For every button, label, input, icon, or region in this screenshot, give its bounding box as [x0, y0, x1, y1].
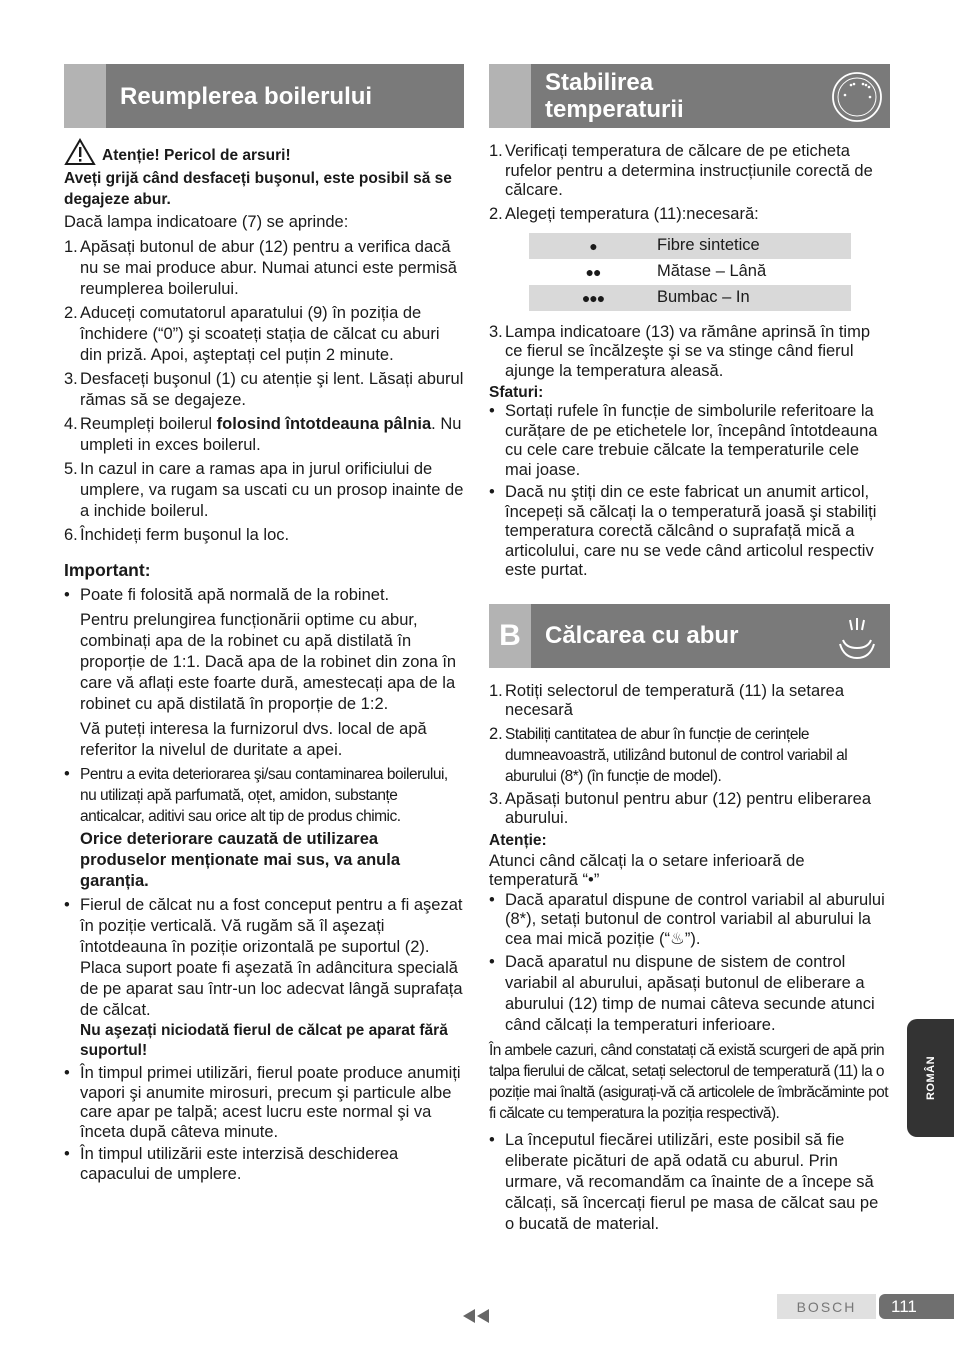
- back-arrows-icon[interactable]: [462, 1309, 492, 1323]
- brand-label: BOSCH: [777, 1294, 876, 1319]
- steam-icon: [830, 610, 884, 664]
- step: 2. Alegeți temperatura (11):necesară:: [489, 204, 759, 223]
- section-header-steam: [489, 604, 890, 668]
- temp-row: ● Fibre sintetice: [529, 233, 851, 259]
- bullet-item: • Dacă nu ştiți din ce este fabricat un anumit articol, începeți să călcați la o temperatură joasă şi stabiliți temperatura corectă călcând o suprafață mică a articolului, care nu se vede când articolul respectiv este purtat.: [489, 483, 890, 581]
- step: 6. Închideți ferm buşonul la loc.: [64, 526, 290, 544]
- bullet-item: • În timpul utilizării este interzisă deschiderea capacului de umplere.: [64, 1145, 464, 1184]
- attention-text: Atunci când călcați la o setare inferioară de temperatură “•”: [489, 851, 805, 889]
- warning-icon: [64, 138, 96, 166]
- section-letter: B: [499, 618, 521, 652]
- bullet-item: • În timpul primei utilizări, fierul poate produce anumiți vapori şi anumite mirosuri, precum şi particule albe care apar pe talpă; acest lucru este normal şi va înceta după câteva minute.: [64, 1064, 464, 1142]
- step: 2. Aduceți comutatorul aparatului (9) în poziția de închidere (“0”) şi scoateți stația de călcat cu aburi din priză. Apoi, aşteptați cel puțin 2 minute.: [64, 304, 440, 364]
- intro-text: Dacă lampa indicatoare (7) se aprinde:: [64, 213, 349, 231]
- page-number: 111: [879, 1294, 954, 1319]
- step: 1. Rotiți selectorul de temperatură (11) la setarea necesară: [489, 681, 845, 719]
- header-tab: [64, 64, 106, 128]
- bullet-item: • Fierul de călcat nu a fost conceput pentru a fi aşezat în poziție verticală. Vă rugăm să îl aşezați întotdeauna în poziție orizontală pe suportul (2). Placa suport poate fi aşezată în adâncitura specială de pe aparat sau într-un loc adecvat lângă suprafața de călcat. Nu aşezați niciodată fierul de călcat pe aparat fără suportul!: [64, 895, 464, 1061]
- step: 1. Verificați temperatura de călcare de pe eticheta rufelor pentru a determina instrucțiunile corectă de călcare.: [489, 142, 873, 199]
- attention-heading: Atenție:: [489, 831, 547, 849]
- steps-list: [64, 237, 464, 546]
- temperature-table: [529, 233, 851, 311]
- warning-text: Aveți grijă când desfaceți buşonul, este posibil să se degajeze abur.: [64, 170, 452, 208]
- language-side-tab: ROMÂN: [907, 1019, 954, 1137]
- step: 3. Apăsați butonul pentru abur (12) pentru eliberarea aburului.: [489, 789, 871, 827]
- step: 5. In cazul in care a ramas apa in jurul orificiului de umplere, va rugam sa uscati cu un prosop inainte de a inchide boilerul.: [64, 460, 464, 520]
- bullet-item: • Sortați rufele în funcție de simbolurile referitoare la curățare de pe etichetele lor, începând întotdeauna cu cele care trebuie călcate la temperaturile cele mai joase.: [489, 402, 890, 480]
- step: 1. Apăsați butonul de abur (12) pentru a verifica dacă nu se mai produce abur. Numai atunci este permisă reumplerea boilerului.: [64, 238, 457, 298]
- bullet-item: • Dacă aparatul nu dispune de sistem de control variabil al aburului, apăsați butonul de eliberare a aburului (12) timp de numai câteva secunde atunci când călcați la temperaturi inferioare.: [489, 952, 890, 1036]
- step: 4. Reumpleți boilerul folosind întotdeauna pâlnia. Nu umpleti in exces boilerul.: [64, 415, 462, 454]
- steam-steps: [489, 682, 890, 829]
- tips-heading: Sfaturi:: [489, 384, 544, 401]
- warning-line: [64, 138, 464, 166]
- section-header-refill: [64, 64, 464, 128]
- header-tab: [489, 64, 531, 128]
- note-paragraph: În ambele cazuri, când constatați că există scurgeri de apă prin talpa fierului de călcat, setați selectorul de temperatură (11) la o poziție mai înaltă (asigurați-vă că articolele de îmbrăcăminte pot fi călcate cu temperatura la poziția respectivă).: [489, 1042, 888, 1122]
- bullet-item: • Dacă aparatul dispune de control variabil al aburului (8*), setați butonul de control variabil al aburului la cea mai mică poziție (“♨”).: [489, 891, 890, 950]
- temp-row: ●● Mătase – Lână: [585, 262, 767, 280]
- section-title: Călcarea cu abur: [545, 622, 739, 649]
- temp-row: ●●● Bumbac – In: [529, 285, 851, 311]
- temperature-dial-icon: [830, 70, 884, 124]
- bullet-item: • Poate fi folosită apă normală de la robinet. Pentru prelungirea funcționării optime cu abur, combinați apa de la robinet cu apă distilată în proporție de 1:1. Dacă apa de la robinet din zona în care vă aflați este foarte dură, amestecați apa de la robinet cu apă distilată în proporție de 1:2. Vă puteți interesa la furnizorul dvs. local de apă referitor la nivelul de duritate a apei.: [64, 585, 464, 761]
- important-heading: Important:: [64, 560, 151, 580]
- section-title: Stabilirea temperaturii: [545, 69, 684, 123]
- warning-heading: Atenție! Pericol de arsuri!: [102, 147, 291, 164]
- step: 2. Stabiliți cantitatea de abur în funcție de cerințele dumneavoastră, utilizând butonul de control variabil al aburului (8*) (în funcție de model).: [489, 724, 848, 785]
- step: 3. Lampa indicatoare (13) va rămâne aprinsă în timp ce fierul se încălzeşte şi se va stinge când fierul ajunge la temperatura aleasă.: [489, 322, 871, 380]
- bullet-item: • Pentru a evita deteriorarea şi/sau contaminarea boilerului, nu utilizați apă parfumată, oțet, amidon, substanțe anticalcar, aditivi sau orice alt tip de produs chimic. Orice deteriorare cauzată de utilizarea produselor menționate mai sus, va anula garanția.: [64, 764, 464, 892]
- left-column: [64, 64, 464, 1187]
- step: 3. Desfaceți buşonul (1) cu atenție şi lent. Lăsați aburul rămas să se degajeze.: [64, 370, 464, 409]
- temp-steps: [489, 142, 890, 225]
- right-column: [489, 64, 890, 1238]
- section-header-temperature: [489, 64, 890, 128]
- section-title: Reumplerea boilerului: [120, 82, 373, 110]
- bullet-item: • La începutul fiecărei utilizări, este posibil să fie eliberate picături de apă odată cu aburul. Prin urmare, vă recomandăm ca înainte de a începe să călcați, să încercați fierul pe masa de călcat sau pe o bucată de material.: [489, 1130, 890, 1235]
